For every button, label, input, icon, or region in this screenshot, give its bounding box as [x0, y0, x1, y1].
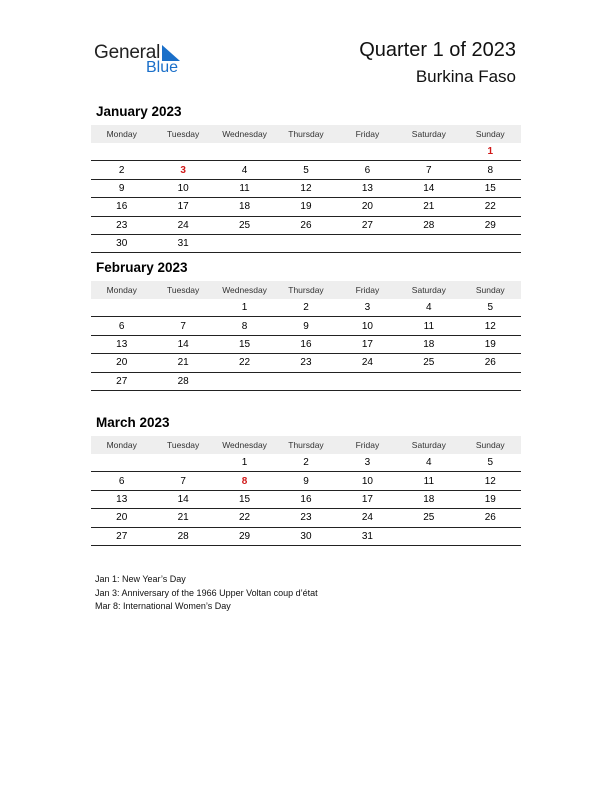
day-cell: 6 — [91, 472, 152, 490]
month-february — [91, 260, 521, 391]
day-cell — [214, 143, 275, 161]
day-cell: 4 — [398, 299, 459, 317]
day-cell — [460, 372, 521, 390]
day-cell: 1 — [214, 454, 275, 472]
weekday-label: Friday — [337, 281, 398, 299]
day-cell: 25 — [398, 354, 459, 372]
day-cell: 21 — [152, 354, 213, 372]
weekday-label: Sunday — [460, 281, 521, 299]
day-cell: 31 — [337, 527, 398, 545]
day-cell: 25 — [214, 216, 275, 234]
day-cell: 25 — [398, 509, 459, 527]
month-january — [91, 104, 521, 253]
day-cell: 8 — [214, 317, 275, 335]
day-cell: 4 — [214, 161, 275, 179]
day-cell — [152, 454, 213, 472]
day-cell: 8 — [214, 472, 275, 490]
day-cell — [275, 143, 336, 161]
day-cell: 15 — [460, 179, 521, 197]
weekday-label: Tuesday — [152, 436, 213, 454]
day-cell: 10 — [337, 317, 398, 335]
day-cell: 13 — [337, 179, 398, 197]
calendar-grid — [91, 281, 521, 391]
weekday-header-row — [91, 281, 521, 299]
day-cell: 22 — [460, 198, 521, 216]
weekday-label: Saturday — [398, 125, 459, 143]
day-cell: 26 — [460, 354, 521, 372]
day-cell: 16 — [91, 198, 152, 216]
day-cell — [337, 372, 398, 390]
week-row — [91, 372, 521, 390]
day-cell: 22 — [214, 354, 275, 372]
weekday-label: Thursday — [275, 436, 336, 454]
day-cell: 12 — [275, 179, 336, 197]
day-cell: 14 — [398, 179, 459, 197]
day-cell — [152, 299, 213, 317]
day-cell: 12 — [460, 472, 521, 490]
generalblue-logo — [94, 42, 194, 80]
weekday-label: Sunday — [460, 436, 521, 454]
week-row — [91, 179, 521, 197]
week-row — [91, 335, 521, 353]
day-cell: 5 — [460, 299, 521, 317]
day-cell: 5 — [275, 161, 336, 179]
day-cell: 20 — [337, 198, 398, 216]
day-cell — [398, 143, 459, 161]
month-march — [91, 415, 521, 546]
weekday-header-row — [91, 436, 521, 454]
day-cell: 19 — [460, 490, 521, 508]
day-cell: 24 — [337, 354, 398, 372]
day-cell: 15 — [214, 335, 275, 353]
calendar-grid — [91, 125, 521, 253]
week-row — [91, 354, 521, 372]
weekday-label: Wednesday — [214, 436, 275, 454]
week-row — [91, 490, 521, 508]
day-cell: 21 — [398, 198, 459, 216]
day-cell: 28 — [152, 372, 213, 390]
weekday-label: Tuesday — [152, 281, 213, 299]
day-cell: 28 — [152, 527, 213, 545]
calendar-grid — [91, 436, 521, 546]
month-title: February 2023 — [96, 260, 188, 275]
weekday-label: Saturday — [398, 281, 459, 299]
day-cell: 20 — [91, 354, 152, 372]
day-cell: 10 — [152, 179, 213, 197]
day-cell: 7 — [398, 161, 459, 179]
day-cell: 13 — [91, 490, 152, 508]
day-cell: 27 — [91, 527, 152, 545]
day-cell: 19 — [460, 335, 521, 353]
day-cell: 20 — [91, 509, 152, 527]
weekday-label: Wednesday — [214, 125, 275, 143]
day-cell: 26 — [460, 509, 521, 527]
day-cell: 30 — [275, 527, 336, 545]
country-name: Burkina Faso — [415, 67, 516, 86]
week-row — [91, 527, 521, 545]
day-cell — [91, 143, 152, 161]
day-cell: 27 — [337, 216, 398, 234]
week-row — [91, 454, 521, 472]
weekday-label: Monday — [91, 281, 152, 299]
day-cell: 18 — [398, 490, 459, 508]
holiday-notes — [95, 573, 318, 614]
week-row — [91, 299, 521, 317]
weekday-label: Thursday — [275, 125, 336, 143]
day-cell: 24 — [337, 509, 398, 527]
day-cell: 15 — [214, 490, 275, 508]
day-cell — [275, 234, 336, 252]
day-cell: 6 — [337, 161, 398, 179]
day-cell — [398, 372, 459, 390]
day-cell: 9 — [275, 472, 336, 490]
day-cell: 2 — [275, 299, 336, 317]
day-cell: 16 — [275, 490, 336, 508]
day-cell: 19 — [275, 198, 336, 216]
day-cell: 16 — [275, 335, 336, 353]
day-cell: 2 — [91, 161, 152, 179]
day-cell: 13 — [91, 335, 152, 353]
day-cell: 3 — [337, 299, 398, 317]
day-cell: 29 — [214, 527, 275, 545]
week-row — [91, 198, 521, 216]
logo-word-general: General — [94, 42, 161, 63]
page-title: Quarter 1 of 2023 — [359, 39, 516, 61]
day-cell — [337, 143, 398, 161]
day-cell: 29 — [460, 216, 521, 234]
weekday-label: Saturday — [398, 436, 459, 454]
day-cell: 24 — [152, 216, 213, 234]
day-cell: 23 — [91, 216, 152, 234]
weekday-label: Friday — [337, 125, 398, 143]
week-row — [91, 509, 521, 527]
weekday-label: Tuesday — [152, 125, 213, 143]
day-cell: 17 — [152, 198, 213, 216]
day-cell: 17 — [337, 335, 398, 353]
weekday-label: Monday — [91, 436, 152, 454]
holiday-note: Mar 8: International Women’s Day — [95, 601, 231, 611]
day-cell: 14 — [152, 335, 213, 353]
day-cell — [460, 527, 521, 545]
day-cell: 7 — [152, 317, 213, 335]
weekday-label: Wednesday — [214, 281, 275, 299]
day-cell — [91, 299, 152, 317]
week-row — [91, 143, 521, 161]
weekday-label: Thursday — [275, 281, 336, 299]
day-cell: 5 — [460, 454, 521, 472]
day-cell: 26 — [275, 216, 336, 234]
month-title: March 2023 — [96, 415, 170, 430]
day-cell: 8 — [460, 161, 521, 179]
day-cell: 11 — [398, 317, 459, 335]
day-cell — [91, 454, 152, 472]
day-cell: 28 — [398, 216, 459, 234]
day-cell: 23 — [275, 509, 336, 527]
day-cell: 10 — [337, 472, 398, 490]
week-row — [91, 472, 521, 490]
week-row — [91, 216, 521, 234]
logo-word-blue: Blue — [146, 59, 179, 76]
week-row — [91, 234, 521, 252]
day-cell: 7 — [152, 472, 213, 490]
day-cell — [398, 527, 459, 545]
day-cell: 11 — [398, 472, 459, 490]
day-cell — [152, 143, 213, 161]
day-cell: 1 — [460, 143, 521, 161]
day-cell: 21 — [152, 509, 213, 527]
holiday-note: Jan 1: New Year’s Day — [95, 574, 186, 584]
day-cell: 4 — [398, 454, 459, 472]
holiday-note: Jan 3: Anniversary of the 1966 Upper Voltan coup d’état — [95, 587, 318, 598]
day-cell — [214, 372, 275, 390]
day-cell: 31 — [152, 234, 213, 252]
day-cell: 18 — [398, 335, 459, 353]
day-cell — [460, 234, 521, 252]
day-cell: 9 — [91, 179, 152, 197]
day-cell: 30 — [91, 234, 152, 252]
day-cell: 11 — [214, 179, 275, 197]
day-cell — [398, 234, 459, 252]
day-cell — [214, 234, 275, 252]
day-cell: 17 — [337, 490, 398, 508]
day-cell — [337, 234, 398, 252]
weekday-label: Friday — [337, 436, 398, 454]
day-cell: 27 — [91, 372, 152, 390]
day-cell: 1 — [214, 299, 275, 317]
day-cell: 14 — [152, 490, 213, 508]
day-cell: 22 — [214, 509, 275, 527]
day-cell: 3 — [152, 161, 213, 179]
weekday-label: Sunday — [460, 125, 521, 143]
day-cell: 6 — [91, 317, 152, 335]
week-row — [91, 317, 521, 335]
day-cell: 18 — [214, 198, 275, 216]
weekday-header-row — [91, 125, 521, 143]
week-row — [91, 161, 521, 179]
day-cell: 2 — [275, 454, 336, 472]
day-cell — [275, 372, 336, 390]
weekday-label: Monday — [91, 125, 152, 143]
day-cell: 12 — [460, 317, 521, 335]
day-cell: 3 — [337, 454, 398, 472]
day-cell: 9 — [275, 317, 336, 335]
day-cell: 23 — [275, 354, 336, 372]
month-title: January 2023 — [96, 104, 182, 119]
